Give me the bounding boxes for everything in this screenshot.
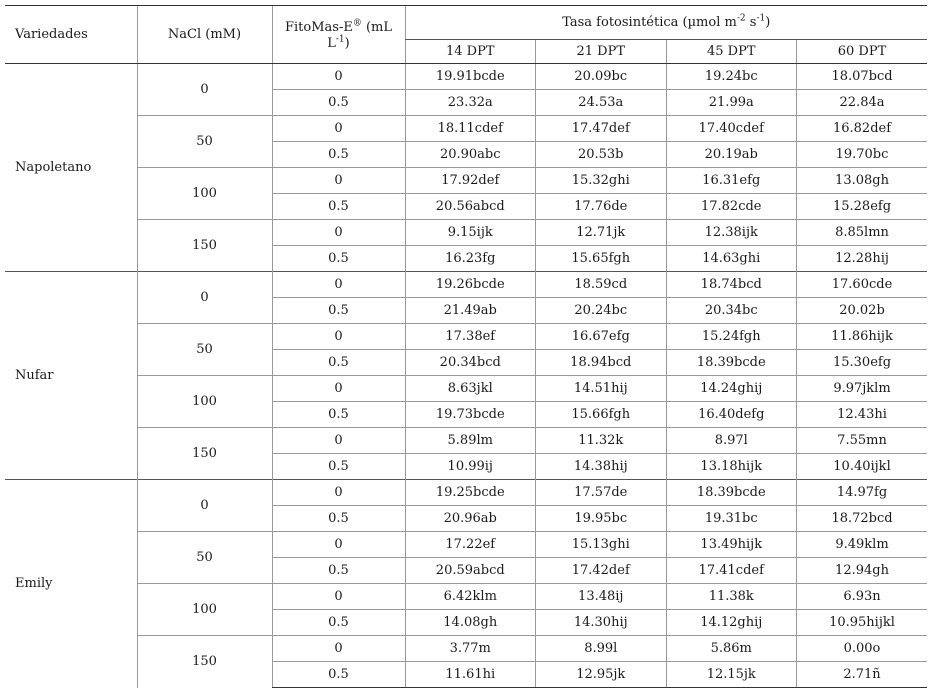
rate-value-cell: 15.32ghi [536, 168, 667, 194]
rate-value-cell: 17.47def [536, 116, 667, 142]
table-row [5, 168, 927, 194]
rate-value-cell: 18.39bcde [666, 480, 797, 506]
rate-value-cell: 17.40cdef [666, 116, 797, 142]
rate-value-cell: 20.34bc [666, 298, 797, 324]
rate-value-cell: 15.65fgh [536, 246, 667, 272]
fitomas-cell: 0.5 [272, 402, 405, 428]
nacl-cell: 100 [137, 584, 272, 636]
fitomas-cell: 0 [272, 64, 405, 90]
rate-value-cell: 12.71jk [536, 220, 667, 246]
rate-value-cell: 14.63ghi [666, 246, 797, 272]
table-row [5, 64, 927, 90]
header-day: 21 DPT [536, 40, 667, 64]
fitomas-cell: 0.5 [272, 662, 405, 688]
rate-value-cell: 14.97fg [797, 480, 928, 506]
fitomas-cell: 0.5 [272, 454, 405, 480]
rate-value-cell: 16.40defg [666, 402, 797, 428]
rate-value-cell: 8.63jkl [405, 376, 536, 402]
rate-value-cell: 16.82def [797, 116, 928, 142]
rate-value-cell: 16.23fg [405, 246, 536, 272]
rate-value-cell: 19.25bcde [405, 480, 536, 506]
variety-cell: Emily [5, 480, 137, 688]
rate-value-cell: 17.42def [536, 558, 667, 584]
fitomas-cell: 0.5 [272, 506, 405, 532]
rate-value-cell: 0.00o [797, 636, 928, 662]
fitomas-cell: 0.5 [272, 298, 405, 324]
nacl-cell: 100 [137, 376, 272, 428]
rate-value-cell: 6.42klm [405, 584, 536, 610]
rate-value-cell: 17.60cde [797, 272, 928, 298]
rate-value-cell: 17.92def [405, 168, 536, 194]
nacl-cell: 50 [137, 324, 272, 376]
rate-value-cell: 21.99a [666, 90, 797, 116]
rate-value-cell: 17.82cde [666, 194, 797, 220]
rate-value-cell: 10.40ijkl [797, 454, 928, 480]
nacl-cell: 0 [137, 64, 272, 116]
rate-value-cell: 13.18hijk [666, 454, 797, 480]
rate-value-cell: 13.48ij [536, 584, 667, 610]
table-row [5, 480, 927, 506]
header-row [5, 6, 927, 40]
header-day: 14 DPT [405, 40, 536, 64]
rate-value-cell: 24.53a [536, 90, 667, 116]
header-photosynthetic-rate: Tasa fotosintética (µmol $m^{-2}$ $s^{-1}$) [405, 6, 927, 40]
rate-value-cell: 19.73bcde [405, 402, 536, 428]
variety-cell: Nufar [5, 272, 137, 480]
rate-value-cell: 20.34bcd [405, 350, 536, 376]
rate-value-cell: 6.93n [797, 584, 928, 610]
photosynthesis-table [5, 5, 927, 688]
rate-value-cell: 10.95hijkl [797, 610, 928, 636]
rate-value-cell: 20.59abcd [405, 558, 536, 584]
rate-value-cell: 20.56abcd [405, 194, 536, 220]
fitomas-cell: 0 [272, 584, 405, 610]
fitomas-cell: 0 [272, 480, 405, 506]
rate-value-cell: 19.91bcde [405, 64, 536, 90]
rate-value-cell: 11.61hi [405, 662, 536, 688]
rate-value-cell: 20.90abc [405, 142, 536, 168]
rate-value-cell: 9.97jklm [797, 376, 928, 402]
rate-value-cell: 17.41cdef [666, 558, 797, 584]
table-row [5, 636, 927, 662]
fitomas-cell: 0 [272, 272, 405, 298]
rate-value-cell: 15.66fgh [536, 402, 667, 428]
fitomas-cell: 0 [272, 636, 405, 662]
rate-value-cell: 9.15ijk [405, 220, 536, 246]
rate-value-cell: 9.49klm [797, 532, 928, 558]
rate-value-cell: 18.39bcde [666, 350, 797, 376]
table-row [5, 584, 927, 610]
fitomas-cell: 0.5 [272, 90, 405, 116]
rate-value-cell: 14.24ghij [666, 376, 797, 402]
header-fitomas: FitoMas-E® (mL $L^{-1}$) [272, 6, 405, 64]
rate-value-cell: 13.08gh [797, 168, 928, 194]
fitomas-cell: 0 [272, 532, 405, 558]
rate-value-cell: 10.99ij [405, 454, 536, 480]
rate-value-cell: 13.49hijk [666, 532, 797, 558]
rate-value-cell: 18.11cdef [405, 116, 536, 142]
rate-value-cell: 19.95bc [536, 506, 667, 532]
rate-value-cell: 23.32a [405, 90, 536, 116]
rate-value-cell: 14.30hij [536, 610, 667, 636]
rate-value-cell: 17.38ef [405, 324, 536, 350]
header-variety: Variedades [5, 6, 137, 64]
fitomas-cell: 0.5 [272, 610, 405, 636]
nacl-cell: 50 [137, 116, 272, 168]
table-row [5, 220, 927, 246]
rate-value-cell: 16.31efg [666, 168, 797, 194]
rate-value-cell: 21.49ab [405, 298, 536, 324]
rate-value-cell: 7.55mn [797, 428, 928, 454]
rate-value-cell: 12.94gh [797, 558, 928, 584]
rate-value-cell: 20.09bc [536, 64, 667, 90]
rate-value-cell: 20.02b [797, 298, 928, 324]
rate-value-cell: 18.74bcd [666, 272, 797, 298]
fitomas-cell: 0.5 [272, 142, 405, 168]
rate-value-cell: 2.71ñ [797, 662, 928, 688]
rate-value-cell: 14.12ghij [666, 610, 797, 636]
rate-value-cell: 12.28hij [797, 246, 928, 272]
rate-value-cell: 11.86hijk [797, 324, 928, 350]
nacl-cell: 50 [137, 532, 272, 584]
fitomas-cell: 0.5 [272, 558, 405, 584]
rate-value-cell: 18.59cd [536, 272, 667, 298]
rate-value-cell: 12.15jk [666, 662, 797, 688]
rate-value-cell: 8.85lmn [797, 220, 928, 246]
rate-value-cell: 22.84a [797, 90, 928, 116]
rate-value-cell: 16.67efg [536, 324, 667, 350]
rate-value-cell: 8.97l [666, 428, 797, 454]
rate-value-cell: 18.07bcd [797, 64, 928, 90]
fitomas-cell: 0.5 [272, 246, 405, 272]
rate-value-cell: 19.31bc [666, 506, 797, 532]
header-day: 45 DPT [666, 40, 797, 64]
table-body [5, 64, 927, 688]
variety-cell: Napoletano [5, 64, 137, 272]
rate-value-cell: 8.99l [536, 636, 667, 662]
rate-value-cell: 14.08gh [405, 610, 536, 636]
rate-value-cell: 5.86m [666, 636, 797, 662]
nacl-cell: 150 [137, 220, 272, 272]
rate-value-cell: 19.24bc [666, 64, 797, 90]
nacl-cell: 150 [137, 428, 272, 480]
table-row [5, 272, 927, 298]
rate-value-cell: 18.94bcd [536, 350, 667, 376]
fitomas-cell: 0 [272, 376, 405, 402]
rate-value-cell: 19.70bc [797, 142, 928, 168]
fitomas-cell: 0.5 [272, 350, 405, 376]
header-day: 60 DPT [797, 40, 928, 64]
fitomas-cell: 0 [272, 220, 405, 246]
nacl-cell: 0 [137, 480, 272, 532]
rate-value-cell: 15.30efg [797, 350, 928, 376]
rate-value-cell: 12.43hi [797, 402, 928, 428]
rate-value-cell: 12.38ijk [666, 220, 797, 246]
rate-value-cell: 17.76de [536, 194, 667, 220]
rate-value-cell: 11.38k [666, 584, 797, 610]
rate-value-cell: 14.38hij [536, 454, 667, 480]
fitomas-cell: 0.5 [272, 194, 405, 220]
table-row [5, 428, 927, 454]
rate-value-cell: 19.26bcde [405, 272, 536, 298]
rate-value-cell: 20.19ab [666, 142, 797, 168]
fitomas-cell: 0 [272, 116, 405, 142]
rate-value-cell: 17.57de [536, 480, 667, 506]
rate-value-cell: 20.53b [536, 142, 667, 168]
table-row [5, 324, 927, 350]
rate-value-cell: 18.72bcd [797, 506, 928, 532]
rate-value-cell: 14.51hij [536, 376, 667, 402]
rate-value-cell: 17.22ef [405, 532, 536, 558]
nacl-cell: 0 [137, 272, 272, 324]
fitomas-cell: 0 [272, 324, 405, 350]
rate-value-cell: 15.24fgh [666, 324, 797, 350]
rate-value-cell: 3.77m [405, 636, 536, 662]
nacl-cell: 100 [137, 168, 272, 220]
table-row [5, 376, 927, 402]
rate-value-cell: 15.28efg [797, 194, 928, 220]
rate-value-cell: 20.96ab [405, 506, 536, 532]
rate-value-cell: 11.32k [536, 428, 667, 454]
fitomas-cell: 0 [272, 168, 405, 194]
rate-value-cell: 12.95jk [536, 662, 667, 688]
fitomas-cell: 0 [272, 428, 405, 454]
nacl-cell: 150 [137, 636, 272, 688]
rate-value-cell: 5.89lm [405, 428, 536, 454]
table-row [5, 532, 927, 558]
rate-value-cell: 20.24bc [536, 298, 667, 324]
rate-value-cell: 15.13ghi [536, 532, 667, 558]
table-row [5, 116, 927, 142]
header-nacl: NaCl (mM) [137, 6, 272, 64]
